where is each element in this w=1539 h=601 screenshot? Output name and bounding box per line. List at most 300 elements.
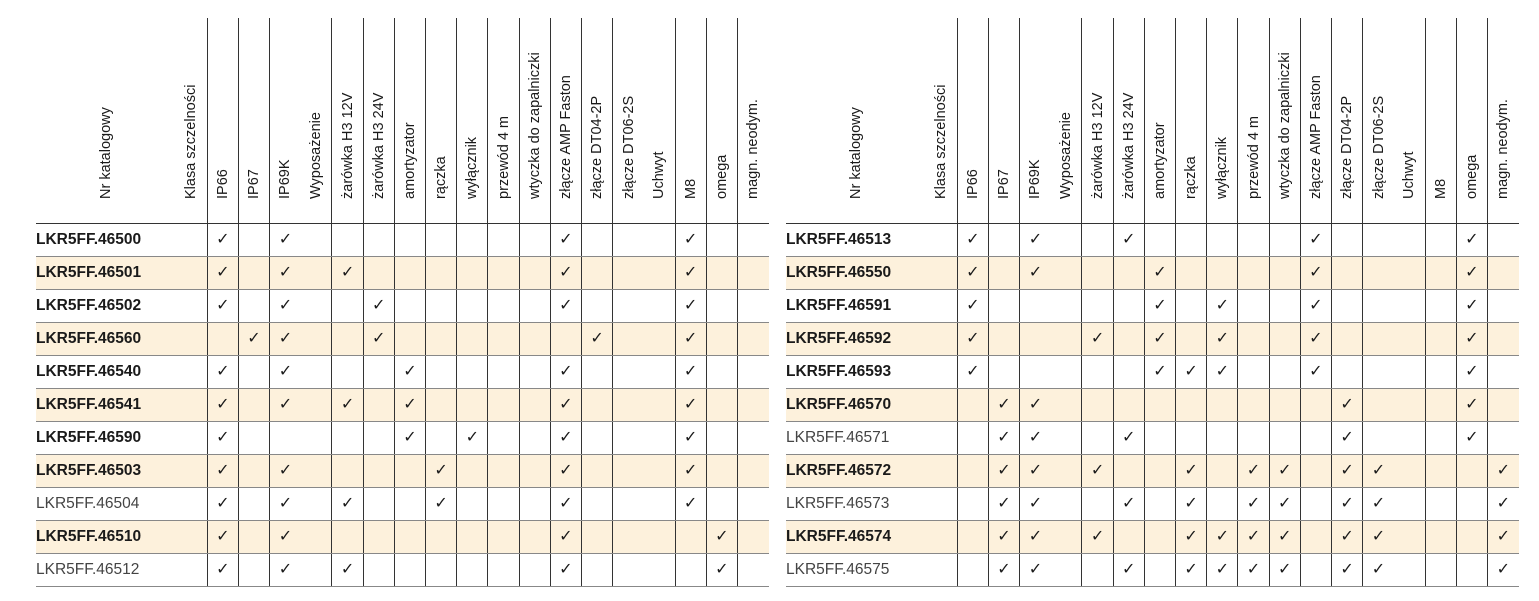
check-mark-icon: ✓ [1238,521,1269,554]
empty-cell [737,323,768,356]
empty-cell [1238,356,1269,389]
empty-cell [1394,224,1425,257]
empty-cell [176,554,207,587]
column-header-zlacze-dt06-2s [613,18,644,224]
empty-cell [1113,290,1144,323]
empty-cell [1456,521,1487,554]
table-row [36,257,769,290]
empty-cell [1300,455,1331,488]
empty-cell [737,389,768,422]
empty-cell [301,290,332,323]
check-mark-icon: ✓ [426,488,457,521]
empty-cell [988,356,1019,389]
empty-cell [394,323,425,356]
empty-cell [519,422,550,455]
empty-cell [426,323,457,356]
check-mark-icon: ✓ [270,290,301,323]
empty-cell [1051,488,1082,521]
empty-cell [457,554,488,587]
empty-cell [706,323,737,356]
empty-cell [675,521,706,554]
empty-cell [1269,389,1300,422]
empty-cell [706,455,737,488]
empty-cell [426,389,457,422]
column-header-omega [1456,18,1487,224]
column-header-raczka [426,18,457,224]
empty-cell [1269,290,1300,323]
empty-cell [926,554,957,587]
empty-cell [394,488,425,521]
check-mark-icon: ✓ [988,422,1019,455]
empty-cell [457,488,488,521]
empty-cell [644,257,675,290]
column-header-label: magn. neodym. [745,99,762,199]
column-header-label: przewód 4 m [495,115,512,199]
column-header-label: wyłącznik [1214,136,1231,199]
empty-cell [1363,389,1394,422]
column-header-zlacze-dt04-2p [1331,18,1362,224]
check-mark-icon: ✓ [238,323,269,356]
empty-cell [613,488,644,521]
empty-cell [176,521,207,554]
empty-cell [1082,224,1113,257]
check-mark-icon: ✓ [1456,389,1487,422]
empty-cell [1020,356,1051,389]
empty-cell [1331,224,1362,257]
empty-cell [1269,257,1300,290]
column-header-przewod-4-m [488,18,519,224]
check-mark-icon: ✓ [1300,224,1331,257]
column-header-zarowka-h3-12v [1082,18,1113,224]
check-mark-icon: ✓ [363,323,394,356]
empty-cell [926,422,957,455]
empty-cell [926,521,957,554]
empty-cell [1425,290,1456,323]
table-row [786,521,1519,554]
column-header-label: IP67 [246,169,262,199]
column-header-label: złącze AMP Faston [1307,75,1324,199]
empty-cell [926,257,957,290]
empty-cell [488,356,519,389]
empty-cell [644,290,675,323]
empty-cell [363,356,394,389]
check-mark-icon: ✓ [1144,356,1175,389]
empty-cell [613,323,644,356]
empty-cell [270,422,301,455]
check-mark-icon: ✓ [957,323,988,356]
check-mark-icon: ✓ [270,356,301,389]
catalog-number: LKR5FF.46592 [786,323,926,356]
catalog-number: LKR5FF.46503 [36,455,176,488]
check-mark-icon: ✓ [706,554,737,587]
empty-cell [238,224,269,257]
empty-cell [238,455,269,488]
check-mark-icon: ✓ [1238,554,1269,587]
column-header-label: IP66 [214,169,231,199]
check-mark-icon: ✓ [207,290,238,323]
check-mark-icon: ✓ [457,422,488,455]
check-mark-icon: ✓ [207,389,238,422]
column-header-amortyzator [1144,18,1175,224]
empty-cell [1300,389,1331,422]
table-row [36,422,769,455]
empty-cell [613,521,644,554]
column-header-wtyczka-do-zapalniczki [519,18,550,224]
empty-cell [1238,257,1269,290]
empty-cell [1487,224,1518,257]
check-mark-icon: ✓ [1331,389,1362,422]
check-mark-icon: ✓ [550,422,581,455]
empty-cell [488,224,519,257]
empty-cell [426,257,457,290]
empty-cell [1425,455,1456,488]
check-mark-icon: ✓ [1269,488,1300,521]
table-row [36,554,769,587]
empty-cell [176,290,207,323]
empty-cell [1425,521,1456,554]
column-header-uchwyt [644,18,675,224]
empty-cell [737,488,768,521]
empty-cell [957,488,988,521]
column-header-ip66 [957,18,988,224]
empty-cell [488,389,519,422]
empty-cell [1487,422,1518,455]
empty-cell [1207,455,1238,488]
empty-cell [426,290,457,323]
check-mark-icon: ✓ [1020,224,1051,257]
check-mark-icon: ✓ [270,257,301,290]
column-header-zlacze-amp-faston [550,18,581,224]
empty-cell [1176,389,1207,422]
empty-cell [644,521,675,554]
empty-cell [519,290,550,323]
empty-cell [550,323,581,356]
empty-cell [1487,323,1518,356]
empty-cell [1487,290,1518,323]
check-mark-icon: ✓ [675,323,706,356]
check-mark-icon: ✓ [207,521,238,554]
check-mark-icon: ✓ [1363,521,1394,554]
empty-cell [488,455,519,488]
empty-cell [519,356,550,389]
empty-cell [363,389,394,422]
check-mark-icon: ✓ [550,521,581,554]
empty-cell [426,521,457,554]
catalog-number: LKR5FF.46502 [36,290,176,323]
catalog-number: LKR5FF.46591 [786,290,926,323]
empty-cell [301,356,332,389]
empty-cell [581,554,612,587]
column-header-label: przewód 4 m [1245,115,1262,199]
empty-cell [394,257,425,290]
empty-cell [1394,323,1425,356]
column-header-label: wyłącznik [464,136,481,199]
column-header-label: Wyposażenie [308,112,325,199]
empty-cell [1113,323,1144,356]
empty-cell [644,323,675,356]
column-header-label: Klasa szczelności [933,84,950,199]
empty-cell [675,554,706,587]
check-mark-icon: ✓ [1020,521,1051,554]
column-header-label: złącze DT06-2S [620,95,637,199]
table-row [36,323,769,356]
check-mark-icon: ✓ [550,290,581,323]
table-row [36,389,769,422]
check-mark-icon: ✓ [1207,356,1238,389]
empty-cell [1425,224,1456,257]
empty-cell [519,455,550,488]
empty-cell [457,356,488,389]
empty-cell [706,356,737,389]
check-mark-icon: ✓ [207,224,238,257]
empty-cell [332,356,363,389]
table-row [786,290,1519,323]
check-mark-icon: ✓ [207,422,238,455]
check-mark-icon: ✓ [1331,488,1362,521]
column-header-label: IP66 [964,169,981,199]
check-mark-icon: ✓ [1176,488,1207,521]
empty-cell [1394,521,1425,554]
empty-cell [457,290,488,323]
column-header-label: IP67 [996,169,1012,199]
check-mark-icon: ✓ [550,488,581,521]
check-mark-icon: ✓ [988,455,1019,488]
empty-cell [519,224,550,257]
empty-cell [1144,389,1175,422]
catalog-number: LKR5FF.46571 [786,422,926,455]
empty-cell [1051,389,1082,422]
column-header-klasa-szczelnosci [926,18,957,224]
empty-cell [613,290,644,323]
empty-cell [706,389,737,422]
column-header-m8 [1425,18,1456,224]
empty-cell [706,488,737,521]
column-header-ip66 [207,18,238,224]
empty-cell [1300,554,1331,587]
empty-cell [1238,290,1269,323]
empty-cell [581,488,612,521]
check-mark-icon: ✓ [270,455,301,488]
empty-cell [613,224,644,257]
column-header-label: Uchwyt [651,151,668,199]
empty-cell [363,224,394,257]
column-header-label: żarówka H3 24V [370,92,387,199]
catalog-number: LKR5FF.46512 [36,554,176,587]
empty-cell [332,290,363,323]
empty-cell [1207,422,1238,455]
empty-cell [581,290,612,323]
check-mark-icon: ✓ [1487,488,1518,521]
catalog-number: LKR5FF.46540 [36,356,176,389]
empty-cell [394,224,425,257]
check-mark-icon: ✓ [675,488,706,521]
column-header-label: omega [1463,154,1480,199]
empty-cell [581,224,612,257]
check-mark-icon: ✓ [1020,422,1051,455]
empty-cell [1051,554,1082,587]
check-mark-icon: ✓ [550,224,581,257]
table-row [786,257,1519,290]
empty-cell [1051,356,1082,389]
empty-cell [1113,521,1144,554]
empty-cell [737,455,768,488]
empty-cell [1300,488,1331,521]
empty-cell [519,323,550,356]
header-row [36,18,769,224]
check-mark-icon: ✓ [394,422,425,455]
empty-cell [301,488,332,521]
check-mark-icon: ✓ [957,290,988,323]
check-mark-icon: ✓ [706,521,737,554]
empty-cell [1020,290,1051,323]
check-mark-icon: ✓ [270,323,301,356]
column-header-nr-katalogowy [36,18,176,224]
empty-cell [1207,488,1238,521]
check-mark-icon: ✓ [207,257,238,290]
empty-cell [644,455,675,488]
column-header-zarowka-h3-24v [1113,18,1144,224]
catalog-number: LKR5FF.46575 [786,554,926,587]
column-header-label: amortyzator [1151,122,1168,199]
empty-cell [613,257,644,290]
check-mark-icon: ✓ [1456,356,1487,389]
column-header-label: złącze AMP Faston [557,75,574,199]
column-header-label: rączka [1183,156,1200,199]
check-mark-icon: ✓ [675,257,706,290]
check-mark-icon: ✓ [1456,323,1487,356]
column-header-zlacze-dt06-2s [1363,18,1394,224]
column-header-zarowka-h3-12v [332,18,363,224]
table-row [786,389,1519,422]
check-mark-icon: ✓ [957,257,988,290]
empty-cell [457,224,488,257]
empty-cell [1144,521,1175,554]
empty-cell [613,389,644,422]
check-mark-icon: ✓ [988,488,1019,521]
check-mark-icon: ✓ [988,554,1019,587]
empty-cell [238,290,269,323]
catalog-number: LKR5FF.46513 [786,224,926,257]
check-mark-icon: ✓ [581,323,612,356]
empty-cell [176,455,207,488]
empty-cell [488,422,519,455]
empty-cell [706,290,737,323]
empty-cell [613,455,644,488]
catalog-number: LKR5FF.46541 [36,389,176,422]
empty-cell [1207,224,1238,257]
empty-cell [706,257,737,290]
check-mark-icon: ✓ [332,488,363,521]
empty-cell [1144,422,1175,455]
empty-cell [737,554,768,587]
empty-cell [613,554,644,587]
check-mark-icon: ✓ [988,389,1019,422]
check-mark-icon: ✓ [675,422,706,455]
column-header-label: Uchwyt [1401,151,1418,199]
check-mark-icon: ✓ [957,224,988,257]
empty-cell [644,488,675,521]
empty-cell [238,422,269,455]
check-mark-icon: ✓ [1020,389,1051,422]
catalog-number: LKR5FF.46510 [36,521,176,554]
empty-cell [1207,257,1238,290]
empty-cell [1051,521,1082,554]
check-mark-icon: ✓ [1300,356,1331,389]
check-mark-icon: ✓ [675,389,706,422]
empty-cell [1425,488,1456,521]
empty-cell [1113,356,1144,389]
check-mark-icon: ✓ [550,554,581,587]
empty-cell [1394,257,1425,290]
check-mark-icon: ✓ [1176,455,1207,488]
check-mark-icon: ✓ [550,257,581,290]
empty-cell [457,455,488,488]
check-mark-icon: ✓ [1238,455,1269,488]
empty-cell [957,554,988,587]
empty-cell [1394,554,1425,587]
empty-cell [1238,422,1269,455]
empty-cell [1456,554,1487,587]
column-header-label: wtyczka do zapalniczki [1276,52,1293,199]
empty-cell [426,356,457,389]
empty-cell [332,224,363,257]
check-mark-icon: ✓ [394,356,425,389]
empty-cell [926,455,957,488]
empty-cell [519,554,550,587]
empty-cell [1269,224,1300,257]
empty-cell [301,389,332,422]
check-mark-icon: ✓ [675,455,706,488]
column-header-zlacze-amp-faston [1300,18,1331,224]
empty-cell [737,290,768,323]
empty-cell [926,389,957,422]
header-row [786,18,1519,224]
check-mark-icon: ✓ [1456,290,1487,323]
column-header-label: wtyczka do zapalniczki [526,52,543,199]
empty-cell [1176,323,1207,356]
column-header-amortyzator [394,18,425,224]
empty-cell [488,554,519,587]
check-mark-icon: ✓ [1456,257,1487,290]
empty-cell [519,257,550,290]
empty-cell [988,224,1019,257]
empty-cell [1238,224,1269,257]
empty-cell [394,554,425,587]
empty-cell [1487,257,1518,290]
empty-cell [1051,422,1082,455]
column-header-label: złącze DT06-2S [1370,95,1387,199]
column-header-zlacze-dt04-2p [581,18,612,224]
check-mark-icon: ✓ [270,554,301,587]
empty-cell [1113,257,1144,290]
column-header-ip67 [988,18,1019,224]
empty-cell [926,224,957,257]
column-header-label: żarówka H3 12V [1089,92,1106,199]
empty-cell [581,257,612,290]
empty-cell [1269,422,1300,455]
empty-cell [1144,455,1175,488]
column-header-label: M8 [682,178,699,199]
empty-cell [581,356,612,389]
empty-cell [363,488,394,521]
empty-cell [1300,521,1331,554]
empty-cell [488,290,519,323]
table-row [786,422,1519,455]
check-mark-icon: ✓ [1269,455,1300,488]
empty-cell [581,455,612,488]
check-mark-icon: ✓ [550,389,581,422]
empty-cell [1456,455,1487,488]
